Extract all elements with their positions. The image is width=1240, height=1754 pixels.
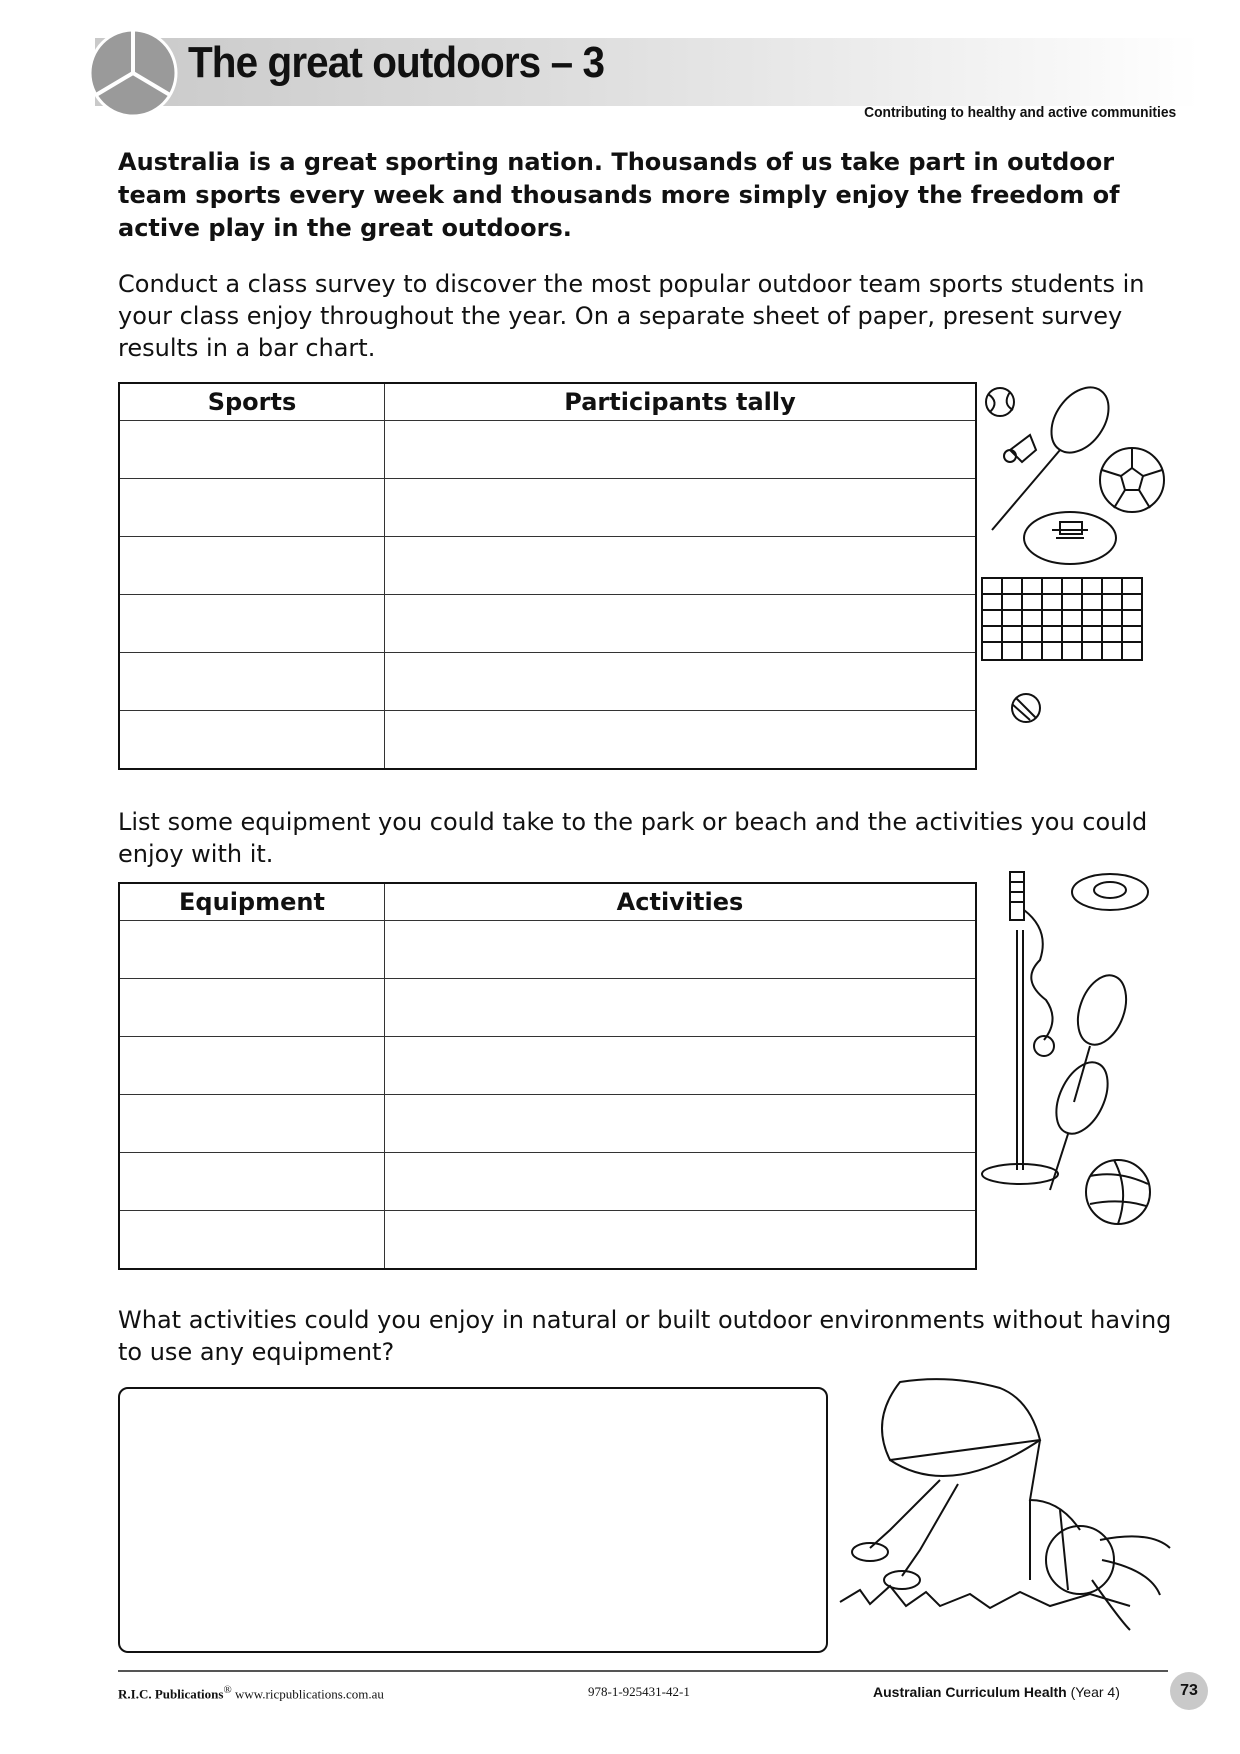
sports-tally-row (119, 421, 976, 479)
equipment-activities-table (118, 882, 977, 1270)
sports-tally-detail-cell[interactable] (385, 537, 977, 595)
sports-tally-name-cell[interactable] (119, 537, 385, 595)
equipment-activities-row (119, 1037, 976, 1095)
equipment-activities-detail-cell[interactable] (385, 1153, 977, 1211)
equipment-activities-row (119, 1153, 976, 1211)
badminton-racquet-icon (992, 377, 1120, 530)
volleyball-icon (1086, 1160, 1150, 1224)
equipment-activities-detail-cell[interactable] (385, 1095, 977, 1153)
equipment-activities-name-cell[interactable] (119, 1037, 385, 1095)
participants-tally-header: Participants tally (385, 383, 977, 421)
intro-paragraph: Australia is a great sporting nation. Thousands of us take part in outdoor team sports every week and thousands more simply enjoy the freedom of active play in the great outdoors. (118, 148, 1120, 242)
sports-tally-detail-cell[interactable] (385, 595, 977, 653)
equipment-activities-row (119, 979, 976, 1037)
sports-tally-detail-cell[interactable] (385, 653, 977, 711)
footer-isbn: 978-1-925431-42-1 (588, 1684, 690, 1699)
sports-tally-row (119, 595, 976, 653)
child-figure-icon (852, 1379, 1170, 1630)
equipment-activities-row (119, 1211, 976, 1270)
answer-box[interactable] (118, 1387, 828, 1653)
cricket-ball-icon (1012, 694, 1040, 722)
beach-equipment-illustration (980, 870, 1180, 1240)
footer-divider (118, 1670, 1168, 1672)
grass-icon (840, 1586, 1130, 1608)
publisher-website[interactable]: www.ricpublications.com.au (234, 1686, 384, 1702)
publisher-name: R.I.C. Publications (118, 1686, 224, 1702)
page-title: The great outdoors – 3 (188, 38, 605, 87)
book-level: (Year 4) (1070, 1684, 1120, 1700)
equipment-activities-body (119, 921, 976, 1270)
equipment-activities-name-cell[interactable] (119, 1153, 385, 1211)
survey-instructions: Conduct a class survey to discover the most popular outdoor team sports students in your class enjoy throughout the year. On a separate sheet of paper, present survey results in a bar chart. (118, 270, 1145, 362)
sports-tally-table (118, 382, 977, 770)
book-title: Australian Curriculum Health (873, 1684, 1067, 1700)
sports-tally-name-cell[interactable] (119, 711, 385, 770)
sports-tally-row (119, 711, 976, 770)
soccer-ball-icon (1100, 448, 1164, 512)
equipment-activities-row (119, 1095, 976, 1153)
child-handstand-illustration (830, 1380, 1190, 1650)
sports-tally-row (119, 653, 976, 711)
activities-header: Activities (385, 883, 977, 921)
equipment-header: Equipment (119, 883, 385, 921)
sports-tally-detail-cell[interactable] (385, 711, 977, 770)
sports-tally-row (119, 479, 976, 537)
sports-tally-name-cell[interactable] (119, 479, 385, 537)
no-equipment-question: What activities could you enjoy in natural or built outdoor environments without having to use any equipment? (118, 1306, 1172, 1366)
page-subtitle: Contributing to healthy and active communities (863, 104, 1176, 121)
frisbee-icon (1072, 874, 1148, 910)
shuttlecock-icon (1004, 435, 1036, 462)
sports-tally-row (119, 537, 976, 595)
sports-tally-name-cell[interactable] (119, 595, 385, 653)
registered-mark: ® (223, 1684, 232, 1696)
swingball-pole-icon (982, 872, 1058, 1184)
equipment-activities-name-cell[interactable] (119, 979, 385, 1037)
equipment-activities-detail-cell[interactable] (385, 921, 977, 979)
equipment-activities-detail-cell[interactable] (385, 1211, 977, 1270)
equipment-activities-row (119, 921, 976, 979)
sports-equipment-illustration (980, 380, 1180, 720)
sports-tally-name-cell[interactable] (119, 421, 385, 479)
tennis-ball-icon (986, 388, 1014, 416)
equipment-activities-detail-cell[interactable] (385, 979, 977, 1037)
sports-tally-name-cell[interactable] (119, 653, 385, 711)
footer-book-title (873, 1684, 1120, 1700)
sports-tally-detail-cell[interactable] (385, 421, 977, 479)
football-icon (1024, 512, 1116, 564)
footer-publisher (118, 1684, 384, 1702)
sports-header: Sports (119, 383, 385, 421)
equipment-activities-name-cell[interactable] (119, 921, 385, 979)
tennis-racquet-icon (1046, 969, 1135, 1190)
soccer-goal-icon (982, 578, 1142, 660)
equipment-instructions: List some equipment you could take to the park or beach and the activities you could enjoy with it. (118, 808, 1148, 868)
equipment-activities-detail-cell[interactable] (385, 1037, 977, 1095)
sports-tally-detail-cell[interactable] (385, 479, 977, 537)
pie-logo-icon (88, 28, 178, 118)
equipment-activities-name-cell[interactable] (119, 1095, 385, 1153)
page-number: 73 (1170, 1672, 1208, 1710)
sports-tally-body (119, 421, 976, 770)
equipment-activities-name-cell[interactable] (119, 1211, 385, 1270)
